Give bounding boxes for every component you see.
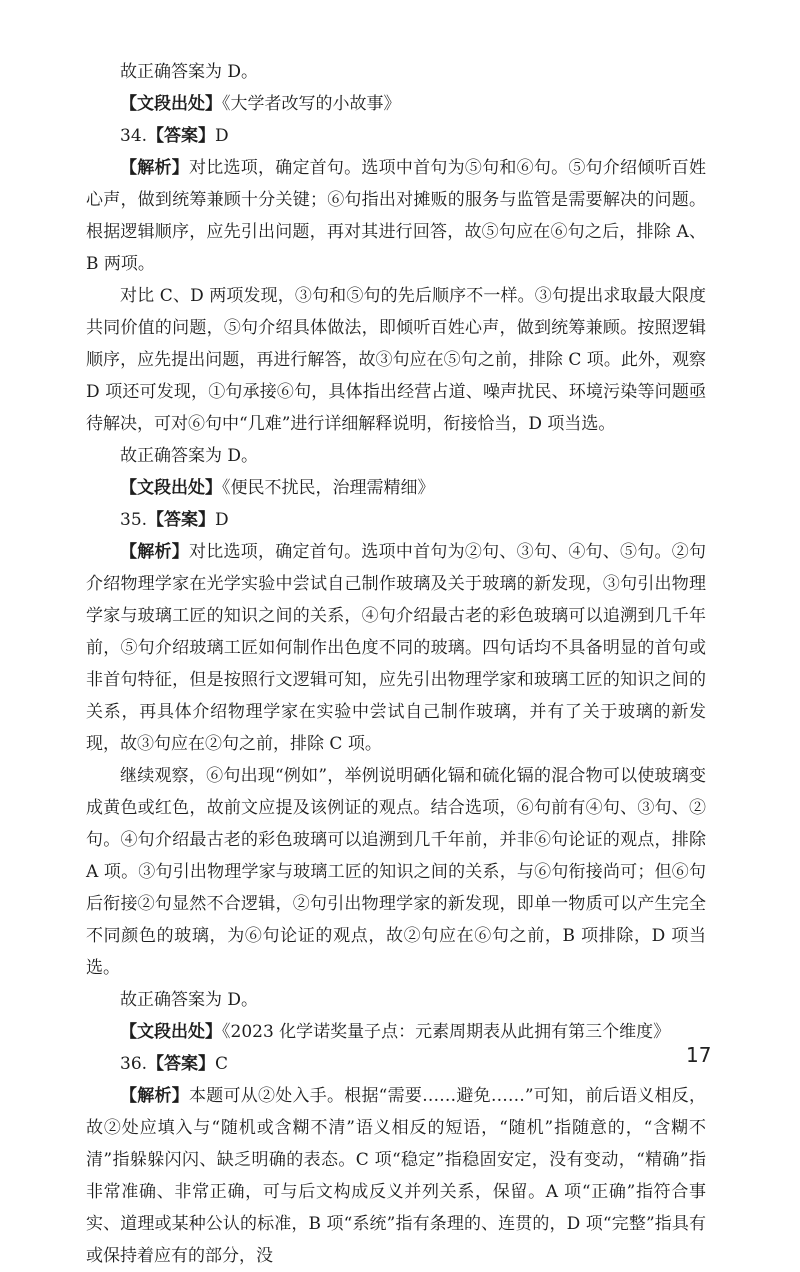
source-tag: 【文段出处】 xyxy=(120,94,222,114)
answer-conclusion: 故正确答案为 D。 xyxy=(120,62,259,82)
page-content xyxy=(86,56,706,1272)
answer-line-36: 36.【答案】C xyxy=(120,1054,229,1074)
answer-line-35: 35.【答案】D xyxy=(120,510,229,530)
source-citation: 【文段出处】《2023 化学诺奖量子点：元素周期表从此拥有第三个维度》 xyxy=(120,1022,671,1042)
analysis-tag: 【解析】 xyxy=(120,1086,189,1106)
answer-tag: 【答案】 xyxy=(147,1054,216,1074)
analysis-tag: 【解析】 xyxy=(120,158,189,178)
source-tag: 【文段出处】 xyxy=(120,478,222,498)
analysis-paragraph-continued: 继续观察，⑥句出现“例如”，举例说明硒化镉和硫化镉的混合物可以使玻璃变成黄色或红色，故前文应提及该例证的观点。结合选项，⑥句前有④句、③句、②句。④句介绍最古老的彩色玻璃可以追溯到几千年前，并非⑥句论证的观点，排除 A 项。③句引出物理学家与玻璃工匠的知识之间的关系，与⑥句衔接尚可；但⑥句后衔接②句显然不合逻辑，②句引出物理学家的新发现，即单一物质可以产生完全不同颜色的玻璃，为⑥句论证的观点，故②句应在⑥句之前，B 项排除，D 项当选。 xyxy=(86,766,706,978)
source-tag: 【文段出处】 xyxy=(120,1022,222,1042)
answer-tag: 【答案】 xyxy=(147,126,216,146)
analysis-paragraph: 【解析】对比选项，确定首句。选项中首句为⑤句和⑥句。⑤句介绍倾听百姓心声，做到统筹兼顾十分关键；⑥句指出对摊贩的服务与监管是需要解决的问题。根据逻辑顺序，应先引出问题，再对其进行回答，故⑤句应在⑥句之后，排除 A、B 两项。 xyxy=(86,158,707,274)
answer-tag: 【答案】 xyxy=(147,510,216,530)
analysis-paragraph: 【解析】对比选项，确定首句。选项中首句为②句、③句、④句、⑤句。②句介绍物理学家在光学实验中尝试自己制作玻璃及关于玻璃的新发现，③句引出物理学家与玻璃工匠的知识之间的关系，④句介绍最古老的彩色玻璃可以追溯到几千年前，⑤句介绍玻璃工匠如何制作出色度不同的玻璃。四句话均不具备明显的首句或非首句特征，但是按照行文逻辑可知，应先引出物理学家和玻璃工匠的知识之间的关系，再具体介绍物理学家在实验中尝试自己制作玻璃，并有了关于玻璃的新发现，故③句应在②句之前，排除 C 项。 xyxy=(86,542,707,754)
analysis-paragraph-continued: 对比 C、D 两项发现，③句和⑤句的先后顺序不一样。③句提出求取最大限度共同价值的问题，⑤句介绍具体做法，即倾听百姓心声，做到统筹兼顾。按照逻辑顺序，应先提出问题，再进行解答，故③句应在⑤句之前，排除 C 项。此外，观察 D 项还可发现，①句承接⑥句，具体指出经营占道、噪声扰民、环境污染等问题亟待解决，可对⑥句中“几难”进行详细解释说明，衔接恰当，D 项当选。 xyxy=(86,286,706,434)
analysis-tag: 【解析】 xyxy=(120,542,189,562)
page-number: 17 xyxy=(686,1043,712,1067)
analysis-paragraph: 【解析】本题可从②处入手。根据“需要……避免……”可知，前后语义相反，故②处应填入与“随机或含糊不清”语义相反的短语，“随机”指随意的，“含糊不清”指躲躲闪闪、缺乏明确的表态。C 项“稳定”指稳固安定，没有变动，“精确”指非常准确、非常正确，可与后文构成反义并列关系，保留。A 项“正确”指符合事实、道理或某种公认的标准，B 项“系统”指有条理的、连贯的，D 项“完整”指具有或保持着应有的部分，没 xyxy=(86,1086,706,1266)
source-citation: 【文段出处】《大学者改写的小故事》 xyxy=(120,94,401,114)
answer-line-34: 34.【答案】D xyxy=(120,126,229,146)
source-citation: 【文段出处】《便民不扰民，治理需精细》 xyxy=(120,478,435,498)
answer-conclusion: 故正确答案为 D。 xyxy=(120,990,259,1010)
answer-conclusion: 故正确答案为 D。 xyxy=(120,446,259,466)
